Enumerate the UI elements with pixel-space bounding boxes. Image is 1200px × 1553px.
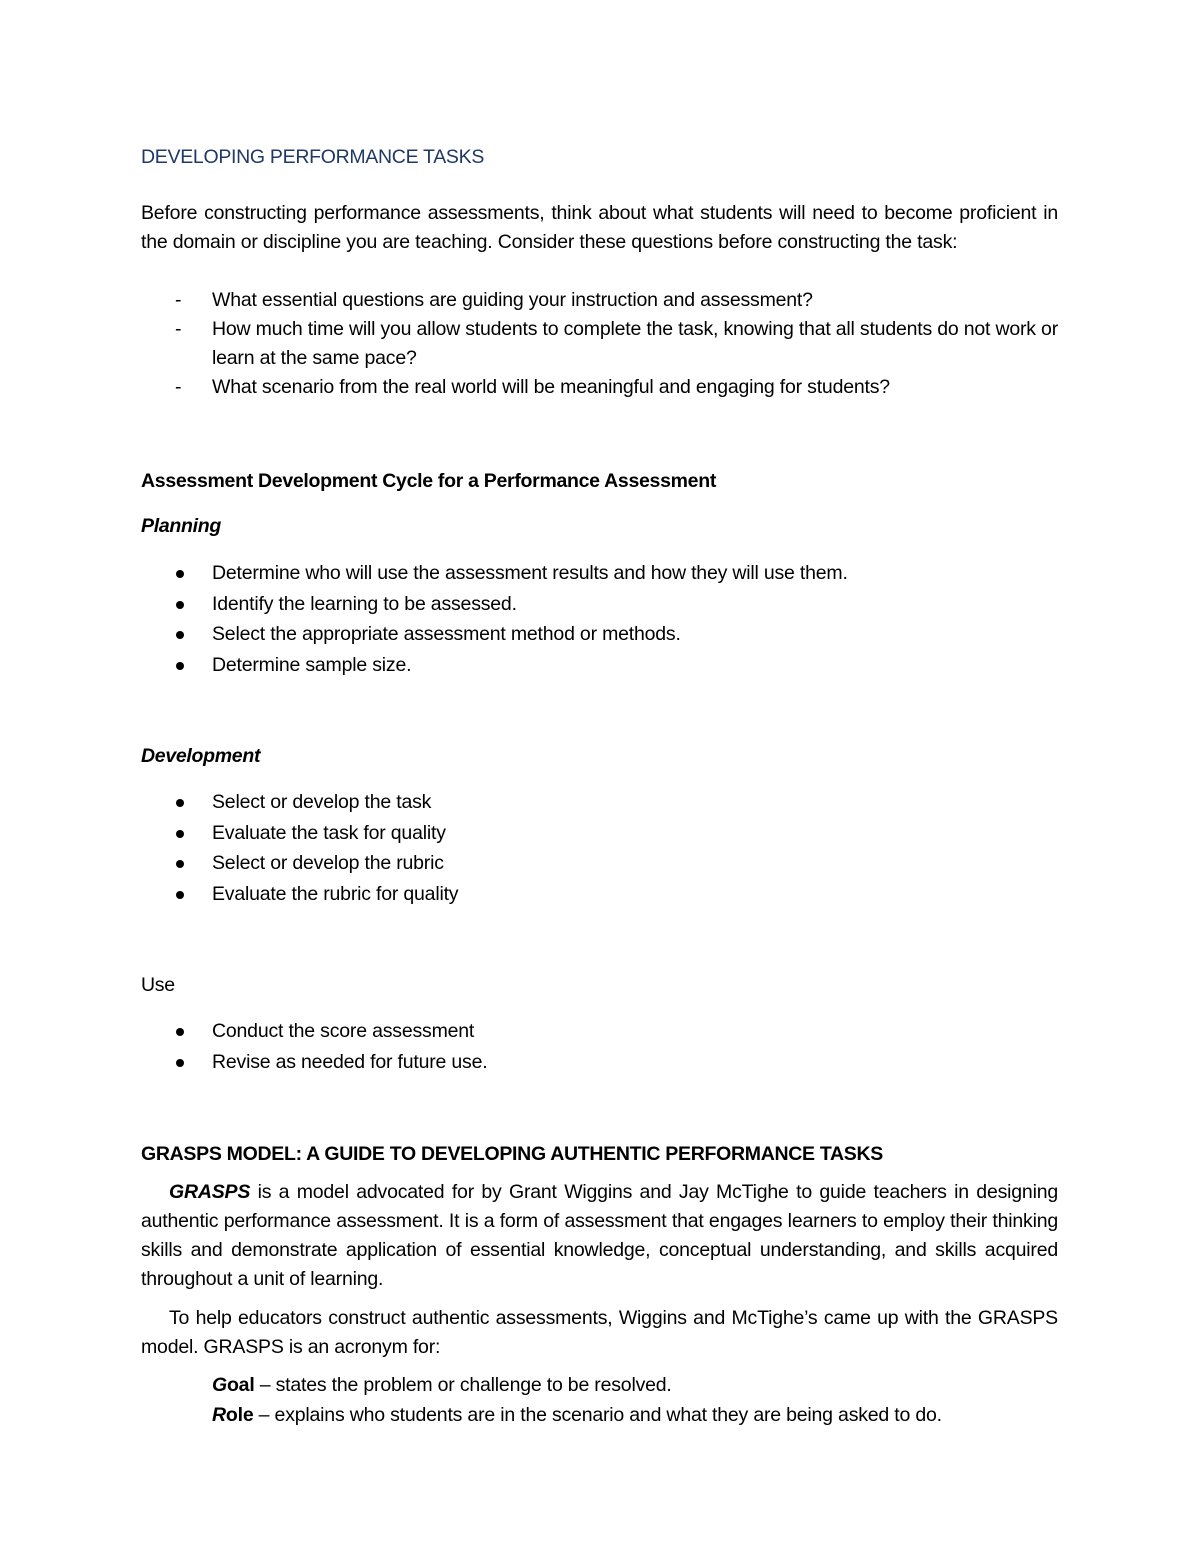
list-item: Revise as needed for future use. <box>141 1047 1058 1078</box>
bullet-icon <box>176 631 184 639</box>
list-item: Select the appropriate assessment method or methods. <box>141 619 1058 650</box>
planning-list <box>141 558 1058 680</box>
bullet-icon <box>176 891 184 899</box>
development-list <box>141 787 1058 909</box>
bullet-icon <box>176 570 184 578</box>
grasps-heading: GRASPS MODEL: A GUIDE TO DEVELOPING AUTHENTIC PERFORMANCE TASKS <box>141 1143 884 1165</box>
list-item: Select or develop the rubric <box>141 848 1058 879</box>
question-list <box>141 286 1058 402</box>
grasps-term: GRASPS <box>169 1181 251 1203</box>
list-item: - How much time will you allow students to complete the task, knowing that all students do not work or learn at the same pace? <box>141 315 1058 373</box>
list-item: Select or develop the task <box>141 787 1058 818</box>
cycle-heading: Assessment Development Cycle for a Performance Assessment <box>141 470 717 492</box>
list-item: Evaluate the task for quality <box>141 818 1058 849</box>
bullet-icon <box>176 662 184 670</box>
page-title: DEVELOPING PERFORMANCE TASKS <box>141 146 485 168</box>
document-page <box>141 0 1058 1553</box>
list-item: Identify the learning to be assessed. <box>141 589 1058 620</box>
list-item: Evaluate the rubric for quality <box>141 879 1058 910</box>
dash-marker: - <box>175 376 182 398</box>
bullet-icon <box>176 601 184 609</box>
bullet-icon <box>176 799 184 807</box>
dash-marker: - <box>175 318 182 340</box>
intro-paragraph: Before constructing performance assessments, think about what students will need to become proficient in the domain or discipline you are teaching. Consider these questions before constructing the task: <box>141 202 1058 253</box>
list-item: Determine who will use the assessment results and how they will use them. <box>141 558 1058 589</box>
bullet-icon <box>176 830 184 838</box>
list-item: Determine sample size. <box>141 650 1058 681</box>
planning-heading: Planning <box>141 515 221 537</box>
goal-definition: Goal – states the problem or challenge to be resolved. <box>212 1374 672 1396</box>
dash-marker: - <box>175 289 182 311</box>
list-item: - What essential questions are guiding your instruction and assessment? <box>141 286 1058 315</box>
bullet-icon <box>176 1028 184 1036</box>
list-item: Conduct the score assessment <box>141 1016 1058 1047</box>
list-item: - What scenario from the real world will be meaningful and engaging for students? <box>141 373 1058 402</box>
grasps-acronym-paragraph: To help educators construct authentic assessments, Wiggins and McTighe’s came up with the GRASPS model. GRASPS is an acronym for: <box>141 1307 1058 1358</box>
use-heading: Use <box>141 974 175 996</box>
grasps-paragraph: GRASPS is a model advocated for by Grant Wiggins and Jay McTighe to guide teachers in designing authentic performance assessment. It is a form of assessment that engages learners to employ their thinking skills and demonstrate application of essential knowledge, conceptual understanding, and skills acquired throughout a unit of learning. <box>141 1181 1058 1290</box>
role-definition: Role – explains who students are in the scenario and what they are being asked to do. <box>212 1404 942 1426</box>
use-list <box>141 1016 1058 1077</box>
bullet-icon <box>176 860 184 868</box>
development-heading: Development <box>141 745 261 767</box>
bullet-icon <box>176 1059 184 1067</box>
